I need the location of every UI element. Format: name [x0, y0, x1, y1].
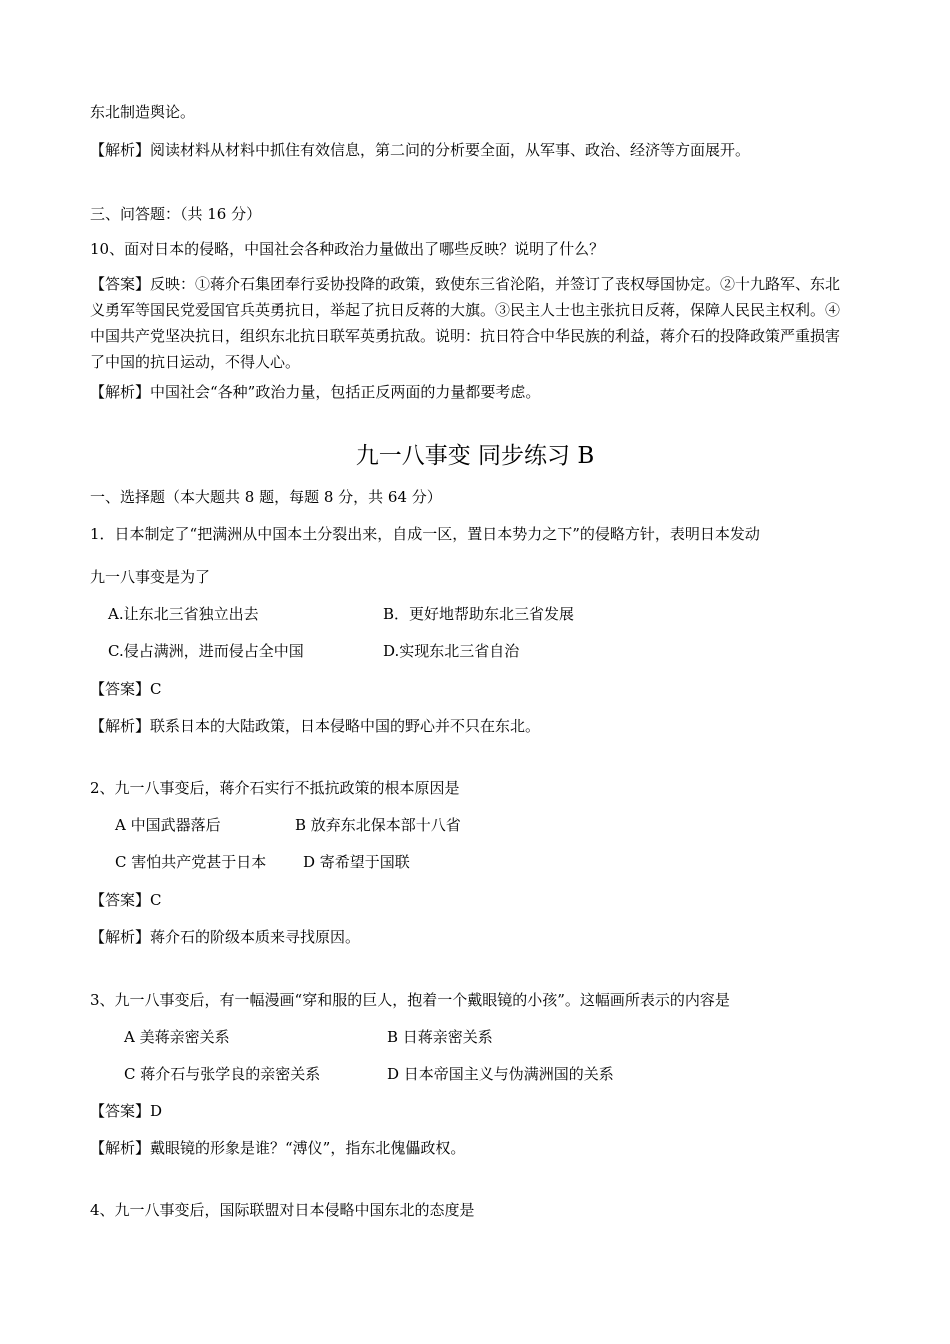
question-4: 4、九一八事变后，国际联盟对日本侵略中国东北的态度是: [90, 1201, 475, 1219]
analysis-text: 【解析】蒋介石的阶级本质来寻找原因。: [90, 928, 361, 946]
page-title: 九一八事变 同步练习 B: [355, 443, 595, 469]
option-d: D 寄希望于国联: [303, 853, 410, 871]
answer-text: 【答案】D: [90, 1102, 163, 1120]
text-line: 东北制造舆论。: [90, 103, 196, 121]
option-c: C 害怕共产党甚于日本: [115, 853, 267, 871]
analysis-text: 【解析】联系日本的大陆政策，日本侵略中国的野心并不只在东北。: [90, 717, 541, 735]
option-b: B 放弃东北保本部十八省: [295, 816, 461, 834]
option-d: D 日本帝国主义与伪满洲国的关系: [387, 1065, 614, 1083]
analysis-text: 【解析】中国社会“各种”政治力量，包括正反两面的力量都要考虑。: [90, 383, 541, 401]
option-a: A 中国武器落后: [115, 816, 221, 834]
option-a: A.让东北三省独立出去: [108, 605, 259, 623]
option-c: C.侵占满洲，进而侵占全中国: [108, 642, 304, 660]
question-3: 3、九一八事变后，有一幅漫画“穿和服的巨人，抱着一个戴眼镜的小孩”。这幅画所表示的内容是: [90, 991, 730, 1009]
option-b: B．更好地帮助东北三省发展: [383, 605, 575, 623]
option-b: B 日蒋亲密关系: [387, 1028, 493, 1046]
analysis-text: 【解析】戴眼镜的形象是谁？“溥仪”，指东北傀儡政权。: [90, 1139, 466, 1157]
section-heading: 一、选择题（本大题共 8 题，每题 8 分，共 64 分）: [90, 488, 442, 506]
question-10: 10、面对日本的侵略，中国社会各种政治力量做出了哪些反映？说明了什么？: [90, 240, 605, 258]
question-1: 1．日本制定了“把满洲从中国本土分裂出来，自成一区，置日本势力之下”的侵略方针，表明日本发动: [90, 525, 760, 543]
option-c: C 蒋介石与张学良的亲密关系: [124, 1065, 321, 1083]
analysis-text: 【解析】阅读材料从材料中抓住有效信息，第二问的分析要全面，从军事、政治、经济等方面展开。: [90, 141, 751, 159]
option-a: A 美蒋亲密关系: [124, 1028, 230, 1046]
answer-text: 【答案】C: [90, 891, 162, 909]
question-2: 2、九一八事变后，蒋介石实行不抵抗政策的根本原因是: [90, 779, 460, 797]
answer-text: 【答案】C: [90, 680, 162, 698]
answer-text: 【答案】反映：①蒋介石集团奉行妥协投降的政策，致使东三省沦陷，并签订了丧权辱国协定。②十九路军、东北义勇军等国民党爱国官兵英勇抗日，举起了抗日反蒋的大旗。③民主人士也主张抗日反蒋，保障人民民主权利。④中国共产党坚决抗日，组织东北抗日联军英勇抗敌。说明：抗日符合中华民族的利益，蒋介石的投降政策严重损害了中国的抗日运动，不得人心。: [90, 275, 841, 371]
option-d: D.实现东北三省自治: [383, 642, 520, 660]
section-heading: 三、问答题：（共 16 分）: [90, 205, 262, 223]
question-1-continued: 九一八事变是为了: [90, 568, 211, 586]
